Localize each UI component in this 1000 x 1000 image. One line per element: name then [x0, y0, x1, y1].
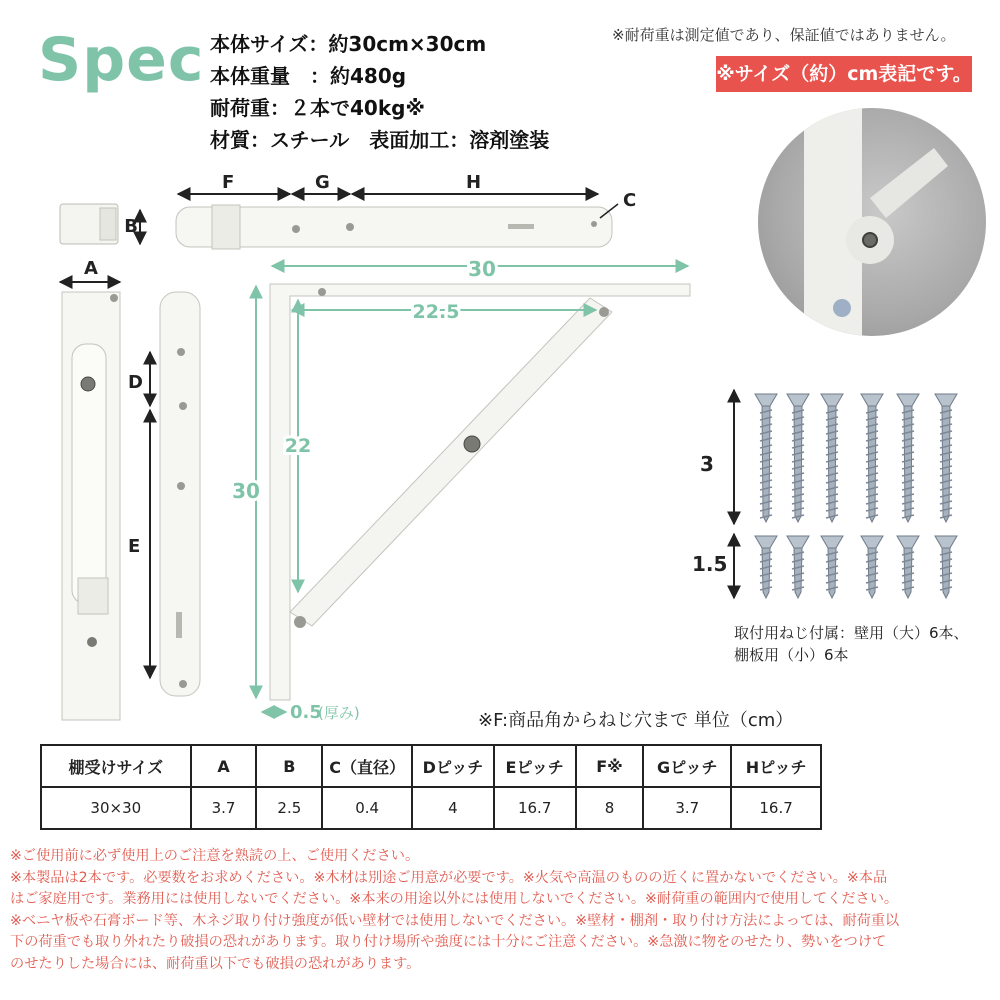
screws-illustration — [690, 380, 990, 610]
note-line: ※ベニヤ板や石膏ボード等、木ネジ取り付け強度が低い壁材では使用しないでください。※壁材・棚剤・取り付け方法によっては、耐荷重以 — [10, 912, 900, 929]
small-screw — [861, 536, 883, 598]
large-screw-length: 3 — [700, 452, 714, 476]
dim-thickness-label: (厚み) — [318, 704, 360, 722]
bracket-main-view — [270, 284, 690, 700]
table-row — [41, 787, 821, 829]
small-screw — [897, 536, 919, 598]
small-screw — [821, 536, 843, 598]
header-size: 棚受けサイズ — [41, 745, 191, 787]
bracket-front-view — [160, 292, 200, 696]
dim-inner-height: 22 — [284, 435, 312, 457]
screw-caption — [734, 622, 969, 666]
note-line: 下の荷重でも取り外れたり破損の恐れがあります。取り付け場所や強度には十分にご注意ください。※急激に物をのせたり、勢いをつけて — [10, 934, 887, 950]
load-disclaimer: ※耐荷重は測定値であり、保証値ではありません。 — [612, 26, 956, 44]
label-E: E — [128, 536, 141, 557]
cell-D: 4 — [412, 787, 494, 829]
header-D: Dピッチ — [412, 745, 494, 787]
cell-F: 8 — [576, 787, 644, 829]
cell-C: 0.4 — [322, 787, 412, 829]
small-screws — [755, 536, 957, 598]
cell-H: 16.7 — [731, 787, 821, 829]
label-B: B — [124, 216, 138, 237]
header-B: B — [256, 745, 322, 787]
small-screw-length: 1.5 — [692, 552, 728, 576]
large-screw — [755, 394, 777, 522]
note-line: ※本製品は2本です。必要数をお求めください。※木材は別途ご用意が必要です。※火気や高温のものの近くに置かないでください。※本品 — [10, 869, 888, 886]
header-F: F※ — [576, 745, 644, 787]
dim-thickness: 0.5 — [290, 702, 322, 723]
photo-illustration — [758, 108, 986, 336]
cell-B: 2.5 — [256, 787, 322, 829]
table-header-row — [41, 745, 821, 787]
large-screw — [787, 394, 809, 522]
spec-size-line: 本体サイズ：約30cm×30cm — [210, 32, 487, 56]
bracket-side-view — [62, 292, 120, 720]
small-screw — [755, 536, 777, 598]
dim-width: 30 — [468, 257, 496, 281]
header-H: Hピッチ — [731, 745, 821, 787]
label-A: A — [84, 258, 98, 279]
label-D: D — [128, 372, 143, 393]
note-line: ※ご使用前に必ず使用上のご注意を熟読の上、ご使用ください。 — [10, 848, 420, 864]
dim-height: 30 — [232, 479, 260, 503]
label-H: H — [466, 172, 482, 193]
spec-title: Spec — [38, 25, 205, 95]
screw-caption-line-2: 棚板用（小）6本 — [734, 646, 849, 664]
note-line: のせたりした場合には、耐荷重以下でも破損の恐れがあります。 — [10, 955, 421, 972]
small-screw — [787, 536, 809, 598]
bracket-top-view — [60, 204, 612, 249]
label-F: F — [222, 172, 235, 193]
label-G: G — [315, 172, 330, 193]
spec-load-line: 耐荷重：２本で40kg※ — [210, 96, 425, 120]
large-screws — [755, 394, 957, 522]
header-C: C（直径） — [322, 745, 412, 787]
screw-caption-line-1: 取付用ねじ付属：壁用（大）6本、 — [734, 624, 969, 642]
dim-inner-width: 22.5 — [412, 301, 460, 323]
unit-badge: ※サイズ（約）cm表記です。 — [716, 56, 972, 92]
caution-notes — [10, 846, 988, 975]
cell-G: 3.7 — [643, 787, 731, 829]
header-A: A — [191, 745, 257, 787]
label-C: C — [623, 190, 637, 211]
table-unit-note: ※F:商品角からねじ穴まで 単位（cm） — [478, 710, 794, 731]
small-screw — [935, 536, 957, 598]
spec-weight-line: 本体重量 ：約480g — [210, 64, 407, 88]
note-line: はご家庭用です。業務用には使用しないでください。※本来の用途以外には使用しないでください。※耐荷重の範囲内で使用してください。 — [10, 891, 899, 907]
cell-A: 3.7 — [191, 787, 257, 829]
large-screw — [821, 394, 843, 522]
cell-size: 30×30 — [41, 787, 191, 829]
large-screw — [935, 394, 957, 522]
header-E: Eピッチ — [494, 745, 576, 787]
large-screw — [897, 394, 919, 522]
spec-material-line: 材質：スチール 表面加工：溶剤塗装 — [210, 128, 550, 152]
cell-E: 16.7 — [494, 787, 576, 829]
large-screw — [861, 394, 883, 522]
header-G: Gピッチ — [643, 745, 731, 787]
spec-table — [40, 744, 822, 830]
bracket-detail-photo — [758, 108, 986, 336]
